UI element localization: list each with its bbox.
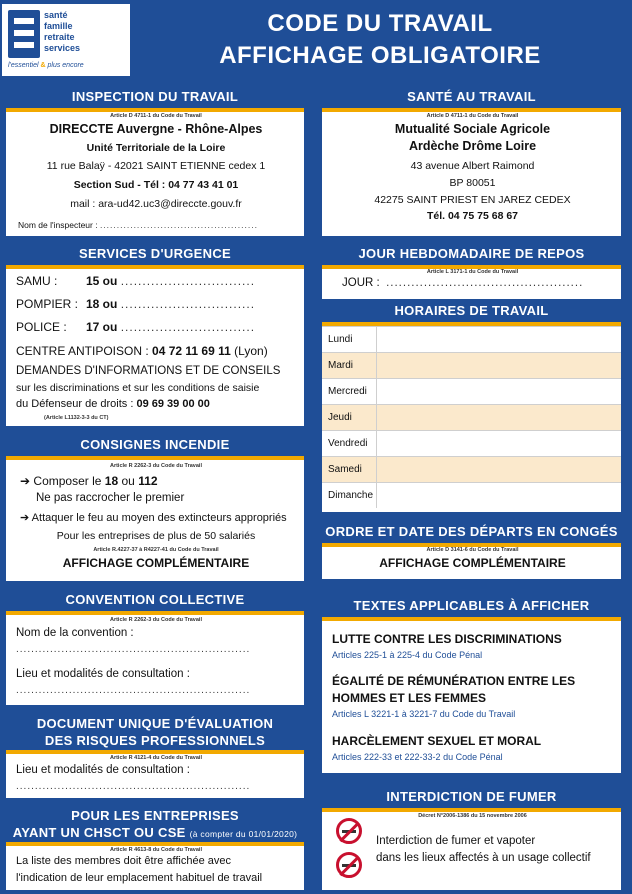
convention-ref: Article R 2262-3 du Code du Travail bbox=[109, 617, 202, 623]
demandes-line2: sur les discriminations et sur les conditions de saisie bbox=[16, 382, 260, 394]
police-row: POLICE : 17 ou ............................... bbox=[16, 320, 256, 334]
repos-panel bbox=[322, 243, 621, 299]
convention-panel bbox=[6, 589, 304, 705]
conges-title: ORDRE ET DATE DES DÉPARTS EN CONGÉS bbox=[322, 521, 621, 547]
sante-panel bbox=[322, 86, 621, 236]
textes-t2-ref: Articles L 3221-1 à 3221-7 du Code du Travail bbox=[332, 709, 516, 719]
incendie-title: CONSIGNES INCENDIE bbox=[6, 434, 304, 460]
textes-panel bbox=[322, 595, 621, 773]
conges-panel bbox=[322, 521, 621, 579]
document-unique-ref: Article R 4121-4 du Code du Travail bbox=[109, 755, 202, 761]
arrow-right-icon: ➔ bbox=[20, 512, 30, 524]
inspector-name-field: Nom de l'inspecteur : ............................................... bbox=[18, 220, 258, 230]
chsct-text1: La liste des membres doit être affichée avec bbox=[16, 855, 232, 867]
horaires-title: HORAIRES DE TRAVAIL bbox=[322, 300, 621, 326]
textes-t2a: ÉGALITÉ DE RÉMUNÉRATION ENTRE LES bbox=[332, 674, 576, 688]
textes-t1: LUTTE CONTRE LES DISCRIMINATIONS bbox=[332, 632, 562, 646]
day-row-lundi: Lundi bbox=[322, 326, 621, 352]
logo-words: santé famille retraite services bbox=[44, 10, 81, 53]
msa-logo bbox=[2, 4, 130, 76]
inspection-org: DIRECCTE Auvergne - Rhône-Alpes bbox=[49, 122, 263, 136]
conges-complement: AFFICHAGE COMPLÉMENTAIRE bbox=[379, 556, 566, 570]
incendie-line1: ➔ Composer le 18 ou 112 bbox=[20, 474, 158, 488]
urgence-panel bbox=[6, 243, 304, 426]
page-title-line1: CODE DU TRAVAIL bbox=[267, 10, 493, 37]
demandes-line1: DEMANDES D'INFORMATIONS ET DE CONSEILS bbox=[16, 365, 281, 377]
demandes-line3: du Défenseur de droits : 09 69 39 00 00 bbox=[16, 398, 210, 410]
sante-addr1: 43 avenue Albert Raimond bbox=[410, 160, 535, 172]
arrow-right-icon: ➔ bbox=[20, 474, 31, 488]
inspection-mail: mail : ara-ud42.uc3@direccte.gouv.fr bbox=[70, 198, 242, 210]
fumer-ref: Décret N°2006-1386 du 15 novembre 2006 bbox=[418, 813, 527, 819]
convention-lieu-label: Lieu et modalités de consultation : bbox=[16, 668, 190, 680]
repos-ref: Article L 3171-1 du Code du Travail bbox=[426, 269, 519, 275]
chsct-title: POUR LES ENTREPRISES AYANT UN CHSCT OU CSE (à compter du 01/01/2020) bbox=[6, 804, 304, 846]
incendie-complement: AFFICHAGE COMPLÉMENTAIRE bbox=[62, 556, 250, 570]
conges-ref: Article D 3141-6 du Code du Travail bbox=[426, 547, 519, 553]
day-row-samedi: Samedi bbox=[322, 456, 621, 482]
fumer-text1: Interdiction de fumer et vapoter bbox=[376, 835, 536, 847]
sante-addr2: BP 80051 bbox=[449, 177, 496, 189]
fumer-panel bbox=[322, 786, 621, 890]
sante-tel: Tél. 04 75 75 68 67 bbox=[426, 210, 519, 222]
inspection-ref: Article D 4711-1 du Code du Travail bbox=[110, 113, 202, 119]
incendie-line3: ➔ Attaquer le feu au moyen des extincteurs appropriés bbox=[20, 512, 287, 524]
document-unique-panel bbox=[6, 712, 304, 798]
document-unique-lieu-label: Lieu et modalités de consultation : bbox=[16, 764, 190, 776]
textes-t3: HARCÈLEMENT SEXUEL ET MORAL bbox=[332, 734, 542, 748]
chsct-ref: Article R 4613-8 du Code du Travail bbox=[109, 847, 202, 853]
sante-title: SANTÉ AU TRAVAIL bbox=[322, 86, 621, 112]
horaires-panel bbox=[322, 300, 621, 512]
convention-title: CONVENTION COLLECTIVE bbox=[6, 589, 304, 615]
antipoison-row: CENTRE ANTIPOISON : 04 72 11 69 11 (Lyon) bbox=[16, 344, 268, 358]
no-vaping-icon bbox=[336, 852, 362, 878]
samu-row: SAMU : 15 ou ............................... bbox=[16, 274, 256, 288]
day-row-vendredi: Vendredi bbox=[322, 430, 621, 456]
incendie-ref2: Article R.4227-37 à R4227-41 du Code du Travail bbox=[93, 547, 219, 553]
incendie-line2: Ne pas raccrocher le premier bbox=[36, 492, 185, 504]
pompier-row: POMPIER : 18 ou ............................... bbox=[16, 297, 256, 311]
inspection-title: INSPECTION DU TRAVAIL bbox=[6, 86, 304, 112]
urgence-ref: (Article L1132-3-3 du CT) bbox=[44, 415, 109, 421]
sante-org2: Ardèche Drôme Loire bbox=[408, 139, 537, 153]
convention-name-label: Nom de la convention : bbox=[16, 627, 134, 639]
sante-ref: Article D 4711-1 du Code du Travail bbox=[426, 113, 519, 119]
fumer-title: INTERDICTION DE FUMER bbox=[322, 786, 621, 812]
inspection-address: 11 rue Balaÿ - 42021 SAINT ETIENNE cedex 1 bbox=[46, 160, 266, 172]
day-row-mercredi: Mercredi bbox=[322, 378, 621, 404]
sante-addr3: 42275 SAINT PRIEST EN JAREZ CEDEX bbox=[374, 194, 571, 206]
convention-name-dots: .............................................................. bbox=[16, 644, 251, 655]
chsct-panel bbox=[6, 804, 304, 890]
document-unique-dots: .............................................................. bbox=[16, 781, 251, 792]
urgence-title: SERVICES D'URGENCE bbox=[6, 243, 304, 269]
textes-t2b: HOMMES ET LES FEMMES bbox=[332, 691, 487, 705]
chsct-text2: l'indication de leur emplacement habituel de travail bbox=[16, 872, 263, 884]
day-row-dimanche: Dimanche bbox=[322, 482, 621, 508]
inspection-section: Section Sud - Tél : 04 77 43 41 01 bbox=[73, 179, 239, 191]
fumer-text2: dans les lieux affectés à un usage collectif bbox=[376, 852, 591, 864]
incendie-ref: Article R 2262-3 du Code du Travail bbox=[109, 463, 202, 469]
msa-logo-mark-icon bbox=[8, 10, 40, 58]
page-title-line2: AFFICHAGE OBLIGATOIRE bbox=[219, 42, 541, 69]
convention-lieu-dots: .............................................................. bbox=[16, 685, 251, 696]
no-smoking-icon bbox=[336, 818, 362, 844]
incendie-line4: Pour les entreprises de plus de 50 salariés bbox=[56, 530, 256, 542]
textes-t3-ref: Articles 222-33 et 222-33-2 du Code Pénal bbox=[332, 752, 503, 762]
logo-tagline: l'essentiel & plus encore bbox=[8, 62, 84, 69]
repos-jour-field: JOUR : ............................................... bbox=[342, 277, 584, 289]
sante-org1: Mutualité Sociale Agricole bbox=[394, 122, 551, 136]
repos-title: JOUR HEBDOMADAIRE DE REPOS bbox=[322, 243, 621, 269]
document-unique-title: DOCUMENT UNIQUE D'ÉVALUATION DES RISQUES PROFESSIONNELS bbox=[6, 712, 304, 754]
inspection-unit: Unité Territoriale de la Loire bbox=[86, 142, 226, 154]
day-row-mardi: Mardi bbox=[322, 352, 621, 378]
incendie-panel bbox=[6, 434, 304, 581]
textes-t1-ref: Articles 225-1 à 225-4 du Code Pénal bbox=[332, 650, 483, 660]
day-row-jeudi: Jeudi bbox=[322, 404, 621, 430]
textes-title: TEXTES APPLICABLES À AFFICHER bbox=[322, 595, 621, 621]
inspection-panel bbox=[6, 86, 304, 236]
